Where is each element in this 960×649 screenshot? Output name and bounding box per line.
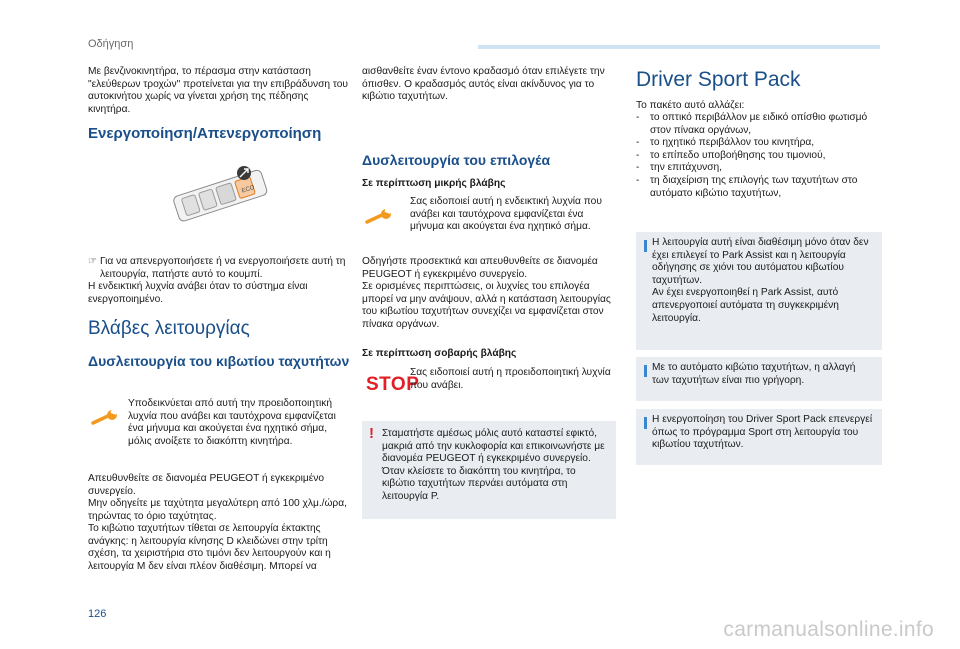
watermark: carmanualsonline.info — [723, 618, 934, 641]
wrench-icon — [91, 410, 119, 426]
intro-paragraph: Με βενζινοκινητήρα, το πέρασμα στην κατάσταση "ελεύθερων τροχών" προτείνεται για την επιβράδυνση του αυτοκινήτου χωρίς να γίνεται χρήση της πέδησης κινητήρα. — [88, 66, 349, 115]
list-item: - την επιτάχυνση, — [636, 162, 723, 174]
minor-fault-text: Σας ειδοποιεί αυτή η ενδεικτική λυχνία που ανάβει και ταυτόχρονα εμφανίζεται ένα μήνυμα και ακούγεται ένα ηχητικό σήμα. — [410, 196, 602, 233]
arrow-right-icon: ☞ — [88, 256, 98, 267]
wrench-icon — [365, 209, 393, 225]
section-title: Οδήγηση — [88, 38, 134, 50]
heading-selector-fault: Δυσλειτουργία του επιλογέα — [362, 152, 551, 168]
heading-minor-fault: Σε περίπτωση μικρής βλάβης — [362, 178, 506, 189]
minor-advice-text: Οδηγήστε προσεκτικά και απευθυνθείτε σε διανομέα PEUGEOT ή εγκεκριμένο συνεργείο. — [362, 256, 598, 280]
info-availability-p2: Αν έχει ενεργοποιηθεί η Park Assist, αυτό απενεργοποιεί αυτόματα τη συγκεκριμένη λειτουργία. — [652, 287, 839, 324]
info-bar-icon — [644, 240, 647, 252]
list-item: - τη διαχείριση της επιλογής των ταχυτήτων στο αυτόματο κιβώτιο ταχυτήτων, — [636, 174, 858, 199]
list-item: - το επίπεδο υποβοήθησης του τιμονιού, — [636, 149, 826, 161]
list-item: - το οπτικό περιβάλλον με ειδικό οπίσθιο φωτισμό στον πίνακα οργάνων, — [636, 112, 868, 136]
minor-cases-text: Σε ορισμένες περιπτώσεις, οι λυχνίες του επιλογέα μπορεί να μην ανάψουν, αλλά η κατάσταση λειτουργίας του κιβωτίου ταχυτήτων συνεχίζει να εμφανίζεται στον πίνακα οργάνων. — [362, 281, 611, 330]
eco-switch-label: ECO — [241, 184, 256, 195]
header-divider — [478, 45, 880, 49]
heading-major-fault: Σε περίπτωση σοβαρής βλάβης — [362, 348, 517, 359]
dealer-text: Απευθυνθείτε σε διανομέα PEUGEOT ή εγκεκριμένο συνεργείο. — [88, 473, 325, 497]
eco-button-illustration — [164, 159, 274, 231]
page-number: 126 — [88, 608, 107, 620]
major-fault-text: Σας ειδοποιεί αυτή η προειδοποιητική λυχνία που ανάβει. — [410, 367, 611, 391]
info-bar-icon — [644, 365, 647, 377]
heading-gearbox-fault: Δυσλειτουργία του κιβωτίου ταχυτήτων — [88, 353, 350, 369]
pack-intro: Το πακέτο αυτό αλλάζει: — [636, 100, 745, 111]
list-item: - το ηχητικό περιβάλλον του κινητήρα, — [636, 137, 815, 149]
speed-limit-text: Μην οδηγείτε με ταχύτητα μεγαλύτερη από 100 χλμ./ώρα, τηρώντας το όριο ταχύτητας. — [88, 498, 347, 522]
led-text: Η ενδεικτική λυχνία ανάβει όταν το σύστημα είναι ενεργοποιημένο. — [88, 281, 308, 305]
section-heading: Driver Sport Pack — [636, 68, 801, 91]
degraded-mode-text: Το κιβώτιο ταχυτήτων τίθεται σε λειτουργία έκτακτης ανάγκης: η λειτουργία κίνησης D κλειδώνει στην τρίτη σχέση, τα χειριστήρια στο τιμόνι δεν λειτουργούν και η λειτουργία M δεν είναι πλέον διαθέσιμη. Μπορεί να — [88, 523, 331, 572]
info-box-availability — [636, 232, 882, 350]
continued-text: αισθανθείτε έναν έντονο κραδασμό όταν επιλέγετε την όπισθεν. Ο κραδασμός αυτός είναι ακίνδυνος για το κιβώτιο ταχυτήτων. — [362, 66, 605, 103]
info-bar-icon — [644, 417, 647, 429]
stop-icon: STOP — [366, 374, 420, 395]
info-box-sport — [636, 409, 882, 465]
stop-warning-box — [362, 421, 616, 519]
info-sport-text: Η ενεργοποίηση του Driver Sport Pack επενεργεί όπως το πρόγραμμα Sport στη λειτουργία του κιβωτίου ταχυτήτων. — [652, 414, 873, 451]
heading-activation: Ενεργοποίηση/Απενεργοποίηση — [88, 125, 322, 142]
heading-faults: Βλάβες λειτουργίας — [88, 318, 250, 339]
stop-warning-text: Σταματήστε αμέσως μόλις αυτό καταστεί εφικτό, μακριά από την κυκλοφορία και επικοινωνήστε με διανομέα PEUGEOT ή εγκεκριμένο συνεργείο. Όταν κλείσετε το διακόπτη του κινητήρα, το κιβώτιο ταχυτήτων περνάει αυτόματα στη λειτουργία P. — [382, 428, 605, 502]
info-availability-text — [652, 237, 874, 325]
info-availability-p1: Η λειτουργία αυτή είναι διαθέσιμη μόνο όταν δεν έχει επιλεγεί το Park Assist και η λειτουργία οδήγησης σε χιόνι του αυτόματου κιβωτίου ταχυτήτων. — [652, 237, 869, 286]
press-button-text: Για να απενεργοποιήσετε ή να ενεργοποιήσετε αυτή τη λειτουργία, πατήστε αυτό το κουμπί. — [100, 256, 346, 280]
pack-list — [636, 112, 882, 200]
gearbox-warning-text: Υποδεικνύεται από αυτή την προειδοποιητική λυχνία που ανάβει και ταυτόχρονα εμφανίζεται ένα μήνυμα και ακούγεται ένα ηχητικό σήμα, μόλις ανοίξετε το διακόπτη κινητήρα. — [128, 398, 336, 447]
info-gearchange-text: Με το αυτόματο κιβώτιο ταχυτήτων, η αλλαγή των ταχυτήτων είναι πιο γρήγορη. — [652, 362, 856, 386]
info-box-gearchange — [636, 357, 882, 401]
exclamation-icon: ! — [369, 425, 374, 442]
